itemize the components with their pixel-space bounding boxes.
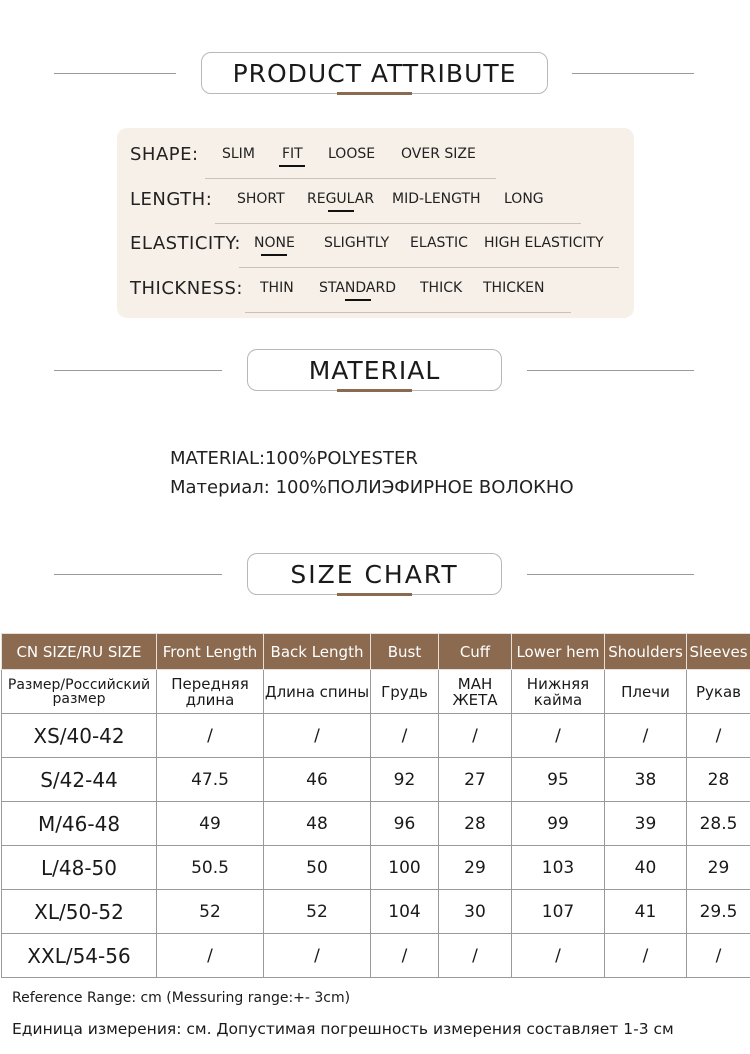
attr-option: HIGH ELASTICITY — [484, 235, 604, 251]
table-cell: / — [439, 714, 512, 758]
attr-option: ELASTIC — [410, 235, 468, 251]
attr-rule — [205, 178, 496, 179]
table-row — [2, 890, 750, 934]
table-row — [2, 846, 750, 890]
table-header-row — [2, 634, 750, 670]
attr-option-selected: STANDARD — [319, 280, 397, 296]
header-ru-cell: Плечи — [605, 670, 687, 714]
table-cell: 30 — [439, 890, 512, 934]
table-cell: / — [687, 934, 750, 978]
table-cell: 52 — [157, 890, 264, 934]
header-ru-cell: Рукав — [687, 670, 750, 714]
table-cell: 49 — [157, 802, 264, 846]
attr-option: OVER SIZE — [401, 146, 476, 162]
size-cell: XL/50-52 — [2, 890, 157, 934]
attr-label: THICKNESS: — [130, 278, 243, 299]
attr-option: SLIM — [222, 146, 255, 162]
header-divider-left — [54, 574, 222, 575]
table-row — [2, 758, 750, 802]
attr-row-shape — [117, 144, 634, 174]
table-cell: 46 — [264, 758, 371, 802]
table-cell: / — [157, 714, 264, 758]
table-cell: / — [157, 934, 264, 978]
attr-row-thickness — [117, 278, 634, 308]
table-cell: 100 — [371, 846, 439, 890]
header-ru-cell: Длина спины — [264, 670, 371, 714]
table-cell: / — [264, 934, 371, 978]
table-cell: / — [687, 714, 750, 758]
attr-option: THICKEN — [483, 280, 545, 296]
table-cell: 41 — [605, 890, 687, 934]
header-divider-right — [527, 574, 694, 575]
title-underline — [337, 92, 412, 95]
table-row — [2, 802, 750, 846]
header-ru-cell: Грудь — [371, 670, 439, 714]
table-cell: 28.5 — [687, 802, 750, 846]
table-cell: 50.5 — [157, 846, 264, 890]
attr-option: SLIGHTLY — [324, 235, 390, 251]
table-cell: 28 — [687, 758, 750, 802]
attr-option: THICK — [420, 280, 463, 296]
table-cell: / — [371, 714, 439, 758]
size-cell: S/42-44 — [2, 758, 157, 802]
header-ru-cell: Передняя длина — [157, 670, 264, 714]
header-cell: Sleeves — [687, 634, 750, 670]
header-ru-cell: Нижняя кайма — [512, 670, 605, 714]
header-ru-cell: Размер/Российский размер — [2, 670, 157, 714]
attr-option: THIN — [260, 280, 294, 296]
table-cell: 47.5 — [157, 758, 264, 802]
table-cell: 29.5 — [687, 890, 750, 934]
table-cell: 28 — [439, 802, 512, 846]
table-cell: / — [605, 714, 687, 758]
reference-note-ru: Единица измерения: см. Допустимая погрешность измерения составляет 1-3 см — [12, 1020, 674, 1038]
size-cell: M/46-48 — [2, 802, 157, 846]
table-cell: 96 — [371, 802, 439, 846]
table-row — [2, 714, 750, 758]
table-cell: 48 — [264, 802, 371, 846]
size-cell: XXL/54-56 — [2, 934, 157, 978]
table-cell: 29 — [687, 846, 750, 890]
attr-option: LOOSE — [328, 146, 376, 162]
table-cell: 29 — [439, 846, 512, 890]
attr-rule — [245, 312, 571, 313]
header-divider-right — [572, 73, 694, 74]
table-cell: 39 — [605, 802, 687, 846]
table-header-ru-row — [2, 670, 750, 714]
header-cell: Shoulders — [605, 634, 687, 670]
size-cell: XS/40-42 — [2, 714, 157, 758]
title-underline — [337, 593, 412, 596]
attr-row-elasticity — [117, 233, 634, 263]
attr-option-selected: FIT — [282, 146, 303, 162]
table-row — [2, 934, 750, 978]
attr-label: SHAPE: — [130, 144, 199, 165]
section-title-attributes: PRODUCT ATTRIBUTE — [201, 52, 548, 94]
header-cell: Bust — [371, 634, 439, 670]
attr-label: LENGTH: — [130, 189, 213, 210]
header-divider-left — [54, 73, 176, 74]
title-underline — [337, 389, 412, 392]
table-cell: 103 — [512, 846, 605, 890]
attr-option: LONG — [504, 191, 544, 207]
attr-option-selected: NONE — [254, 235, 295, 251]
material-en: MATERIAL:100%POLYESTER — [170, 448, 418, 469]
table-cell: / — [371, 934, 439, 978]
table-cell: 107 — [512, 890, 605, 934]
header-divider-right — [527, 370, 694, 371]
attr-rule — [215, 223, 581, 224]
header-cell: Lower hem — [512, 634, 605, 670]
table-cell: 27 — [439, 758, 512, 802]
material-ru: Материал: 100%ПОЛИЭФИРНОЕ ВОЛОКНО — [170, 477, 574, 498]
attr-rule — [239, 267, 619, 268]
table-cell: / — [439, 934, 512, 978]
header-divider-left — [54, 370, 222, 371]
table-cell: 95 — [512, 758, 605, 802]
size-table — [1, 633, 750, 978]
section-title-material: MATERIAL — [247, 349, 502, 391]
header-cell: CN SIZE/RU SIZE — [2, 634, 157, 670]
header-cell: Cuff — [439, 634, 512, 670]
header-ru-cell: МАН ЖЕТА — [439, 670, 512, 714]
header-cell: Back Length — [264, 634, 371, 670]
table-cell: / — [264, 714, 371, 758]
reference-note-en: Reference Range: cm (Messuring range:+- 3cm) — [12, 990, 351, 1006]
table-cell: 50 — [264, 846, 371, 890]
table-cell: 104 — [371, 890, 439, 934]
attr-row-length — [117, 189, 634, 219]
size-cell: L/48-50 — [2, 846, 157, 890]
attr-option: MID-LENGTH — [392, 191, 481, 207]
table-cell: / — [512, 934, 605, 978]
attr-option: SHORT — [237, 191, 285, 207]
attr-label: ELASTICITY: — [130, 233, 241, 254]
attr-option-selected: REGULAR — [307, 191, 375, 207]
attribute-panel — [117, 128, 634, 318]
header-cell: Front Length — [157, 634, 264, 670]
table-cell: 99 — [512, 802, 605, 846]
table-cell: 40 — [605, 846, 687, 890]
table-cell: / — [605, 934, 687, 978]
table-cell: 52 — [264, 890, 371, 934]
table-cell: 92 — [371, 758, 439, 802]
table-cell: / — [512, 714, 605, 758]
section-title-size-chart: SIZE CHART — [247, 553, 502, 595]
table-cell: 38 — [605, 758, 687, 802]
